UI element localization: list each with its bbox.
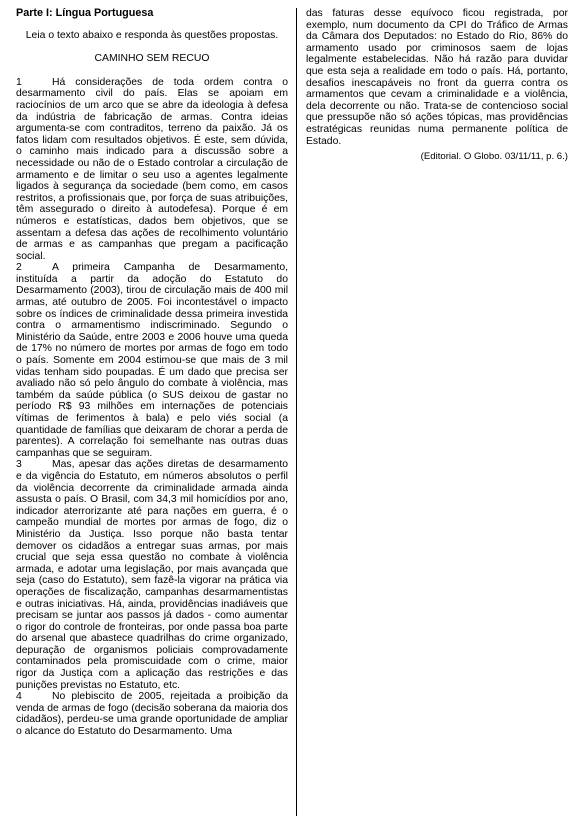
paragraph-text: No plebiscito de 2005, rejeitada a proibição da venda de armas de fogo (decisão soberana da maioria dos cidadãos), perdeu-se uma grande oportunidade de ampliar o alcance do Estatuto do Desarmamento. Uma [16, 691, 288, 738]
paragraph-3 [16, 459, 288, 691]
paragraph-number: 1 [16, 76, 22, 88]
paragraph-2 [16, 262, 288, 459]
part-title: Parte I: Língua Portuguesa [16, 7, 154, 19]
paragraph-4-continuation: das faturas desse equívoco ficou registrada, por exemplo, num documento da CPI do Tráfico de Armas da Câmara dos Deputados: no Estado do Rio, 86% do armamento usado por criminosos saem de lojas legalmente estabelecidas. Não há razão para duvidar que esta seja a realidade em todo o país. Há, portanto, desafios inescapáveis no front da guerra contra os armamentos que cevam a criminalidade e a violência, dela decorrente ou não. Trata-se de contencioso social que pressupõe não só ações tópicas, mas providências estratégicas reunidas numa permanente política de Estado. [306, 8, 568, 147]
paragraph-number: 2 [16, 262, 22, 274]
paragraph-number: 3 [16, 459, 22, 471]
instruction: Leia o texto abaixo e responda às questões propostas. [25, 29, 279, 41]
paragraph-text: A primeira Campanha de Desarmamento, instituída a partir da adoção do Estatuto do Desarmamento (2003), tirou de circulação mais de 400 mil armas, até outubro de 2005. Foi incontestável o impacto sobre os índices de criminalidade dessa primeira investida contra o armamentismo indiscriminado. Segundo o Ministério da Saúde, entre 2003 e 2006 houve uma queda de 17% no número de mortes por armas de fogo em todo o país. Somente em 2004 estimou-se que mais de 3 mil vidas tenham sido poupadas. É um dado que precisa ser avaliado não só pelo ângulo do combate à violência, mas também da saúde pública (o SUS deixou de gastar no período R$ 93 milhões em internações de potenciais vítimas de ferimentos à bala) e pelo viés social (a quantidade de famílias que deixaram de chorar a perda de parentes). A correlação foi semelhante nas outras duas campanhas que se seguiram. [16, 262, 288, 459]
paragraph-text: Há considerações de toda ordem contra o desarmamento civil do país. Elas se apoiam em raciocínios de um arco que se abre da ideologia à defesa da indústria de fabricação de armas. Contra ideias argumenta-se com contraditos, terreno da paixão. Já os fatos lidam com resultados objetivos. É este, sem dúvida, o caminho mais indicado para a discussão sobre a necessidade ou não de o Estado controlar a circulação de armamento e de limitar o seu uso a agentes legalmente ligados à segurança da sociedade (bem como, em casos restritos, a profissionais que, por força de suas atribuições, têm assegurado o direito à autodefesa). Porque é em números e estatísticas, dados bem objetivos, que se assentam a defesa das ações de recolhimento voluntário de armas e as campanhas que pregam a pacificação social. [16, 76, 288, 262]
paragraph-4 [16, 691, 288, 737]
left-column [16, 8, 288, 738]
text-title: CAMINHO SEM RECUO [94, 53, 210, 65]
source-citation: (Editorial. O Globo. 03/11/11, p. 6.) [420, 151, 568, 163]
paragraph-1 [16, 77, 288, 263]
paragraph-text: Mas, apesar das ações diretas de desarmamento e da vigência do Estatuto, em números absolutos o perfil da violência decorrente da criminalidade armada ainda assusta o país. O Brasil, com 34,3 mil homicídios por ano, indicador aterrorizante até para nações em guerra, é o campeão mundial de mortes por armas de fogo, diz o Ministério da Justiça. Isso porque não basta tentar demover os cidadãos a entregar suas armas, por mais crucial que seja essa questão no combate à violência armada, e adotar uma legislação, por mais avançada que seja (caso do Estatuto), sem fazê-la vigorar na prática via operações de fiscalização, campanhas desarmamentistas e outras iniciativas. Há, ainda, providências inadiáveis que precisam se juntar aos passos já dados - como aumentar o rigor do controle de fronteiras, por onde passa boa parte do arsenal que abastece quadrilhas do crime organizado, depuração de organismos policiais comprovadamente contaminados pela promiscuidade com o crime, maior rigor da Justiça com a aplicação das restrições e das punições previstas no Estatuto, etc. [16, 459, 288, 691]
column-divider [296, 8, 297, 816]
paragraph-number: 4 [16, 691, 22, 703]
right-column [306, 8, 568, 163]
